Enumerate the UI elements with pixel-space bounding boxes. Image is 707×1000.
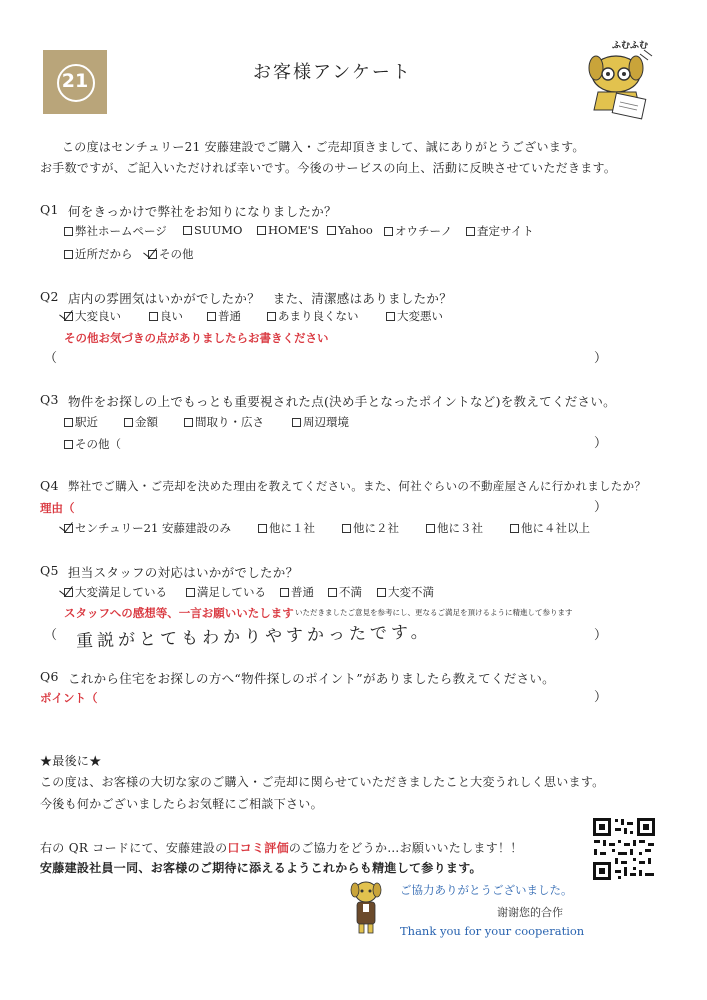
- q3-option-station[interactable]: 駅近: [64, 414, 98, 430]
- q5-option-normal[interactable]: 普通: [280, 584, 314, 600]
- thanks-zh: 谢谢您的合作: [497, 906, 563, 919]
- q2-paren-open: （: [44, 351, 58, 366]
- intro-line-1: この度はセンチュリー21 安藤建設でご購入・ご売却頂きまして、誠にありがとうございます。: [62, 140, 585, 154]
- q2-option-not-good[interactable]: あまり良くない: [267, 308, 359, 324]
- checkbox[interactable]: [257, 226, 266, 235]
- closing-line-1: この度は、お客様の大切な家のご購入・ご売却に関らせていただきましたこと大変うれしく思います。: [40, 775, 605, 789]
- page-title: お客様アンケート: [253, 62, 412, 83]
- q3-option-environment[interactable]: 周辺環境: [292, 414, 349, 430]
- q2-option-normal[interactable]: 普通: [207, 308, 241, 324]
- checkbox[interactable]: [64, 227, 73, 236]
- closing-qr-line: 右の QR コードにて、安藤建設の口コミ評価のご協力をどうか…お願いいたします！！: [40, 841, 523, 855]
- q2-paren-close: ）: [594, 351, 608, 366]
- q3-option-other[interactable]: その他（: [64, 436, 121, 452]
- q6-paren-close: ）: [594, 690, 608, 705]
- q5-option-satisfied[interactable]: 満足している: [186, 584, 266, 600]
- checkbox[interactable]: [258, 524, 267, 533]
- checkbox[interactable]: [327, 226, 336, 235]
- closing-line-2: 今後も何かございましたらお気軽にご相談下さい。: [40, 797, 323, 811]
- checkbox[interactable]: [149, 312, 158, 321]
- checkbox[interactable]: [426, 524, 435, 533]
- q2-text: 店内の雰囲気はいかがでしたか？ また、清潔感はありましたか？: [68, 291, 453, 306]
- q5-option-very-satisfied[interactable]: 大変満足している: [64, 584, 167, 600]
- checkbox[interactable]: [466, 227, 475, 236]
- q1-option-kinjo[interactable]: 近所だから: [64, 246, 133, 262]
- checkbox[interactable]: [386, 312, 395, 321]
- q5-text: 担当スタッフの対応はいかがでしたか？: [68, 565, 299, 580]
- review-highlight: 口コミ評価: [227, 841, 289, 855]
- checkbox-checked[interactable]: [64, 312, 73, 321]
- checkbox[interactable]: [64, 440, 73, 449]
- q4-option-only-ando[interactable]: センチュリー21 安藤建設のみ: [64, 520, 231, 536]
- q1-label: Q1: [40, 202, 59, 217]
- q1-option-yahoo[interactable]: Yahoo: [327, 223, 373, 237]
- checkbox[interactable]: [267, 312, 276, 321]
- reading-dog-icon: [578, 46, 668, 126]
- checkbox[interactable]: [186, 588, 195, 597]
- q4-option-4plus[interactable]: 他に４社以上: [510, 520, 590, 536]
- checkbox-checked[interactable]: [148, 250, 157, 259]
- q3-paren-close: ）: [594, 436, 608, 451]
- q6-point-label: ポイント（: [40, 691, 98, 705]
- q1-option-homepage[interactable]: 弊社ホームページ: [64, 223, 167, 239]
- q5-option-very-dissatisfied[interactable]: 大変不満: [377, 584, 434, 600]
- q5-comment-prompt: スタッフへの感想等、一言お願いいたします: [64, 606, 294, 620]
- checkbox[interactable]: [510, 524, 519, 533]
- checkbox[interactable]: [183, 226, 192, 235]
- q4-option-2[interactable]: 他に２社: [342, 520, 399, 536]
- checkbox[interactable]: [328, 588, 337, 597]
- checkbox[interactable]: [384, 227, 393, 236]
- q4-label: Q4: [40, 478, 59, 493]
- q3-label: Q3: [40, 392, 59, 407]
- thanks-ja: ご協力ありがとうございました。: [400, 883, 573, 897]
- q3-text: 物件をお探しの上でもっとも重要視された点(決め手となったポイントなど)を教えてください。: [68, 394, 616, 409]
- checkbox[interactable]: [124, 418, 133, 427]
- checkbox[interactable]: [64, 250, 73, 259]
- checkbox-checked[interactable]: [64, 588, 73, 597]
- q2-option-very-bad[interactable]: 大変悪い: [386, 308, 443, 324]
- checkbox[interactable]: [64, 418, 73, 427]
- q1-option-satei[interactable]: 査定サイト: [466, 223, 534, 239]
- q5-handwritten-answer: 重説がとてもわかりやすかったです。: [75, 622, 432, 652]
- logo-text: 21: [61, 70, 89, 92]
- checkbox[interactable]: [342, 524, 351, 533]
- q6-text: これから住宅をお探しの方へ“物件探しのポイント”がありましたら教えてください。: [68, 671, 555, 686]
- q5-label: Q5: [40, 563, 59, 578]
- q4-option-3[interactable]: 他に３社: [426, 520, 483, 536]
- q5-paren-close: ）: [594, 628, 608, 643]
- closing-line-4: 安藤建設社員一同、お客様のご期待に添えるようこれからも精進して参ります。: [40, 861, 482, 875]
- qr-code[interactable]: [591, 816, 657, 882]
- checkbox[interactable]: [184, 418, 193, 427]
- thanks-en: Thank you for your cooperation: [400, 924, 585, 938]
- q4-reason-label: 理由（: [40, 501, 75, 515]
- logo: [43, 50, 107, 114]
- q4-paren-close: ）: [594, 500, 608, 515]
- q2-comment-prompt: その他お気づきの点がありましたらお書きください: [64, 331, 329, 345]
- q5-comment-note: いただきましたご意見を参考にし、更なるご満足を頂けるように精進して参ります: [295, 608, 573, 617]
- mascot-bottom-icon: [346, 878, 386, 936]
- mascot-caption: ふむふむ: [612, 41, 649, 51]
- q6-label: Q6: [40, 669, 59, 684]
- q3-option-price[interactable]: 金額: [124, 414, 158, 430]
- q4-option-1[interactable]: 他に１社: [258, 520, 315, 536]
- checkbox[interactable]: [377, 588, 386, 597]
- q2-option-good[interactable]: 良い: [149, 308, 183, 324]
- intro-line-2: お手数ですが、ご記入いただければ幸いです。今後のサービスの向上、活動に反映させていただきます。: [40, 161, 617, 175]
- q2-label: Q2: [40, 289, 59, 304]
- checkbox[interactable]: [280, 588, 289, 597]
- q1-option-other[interactable]: その他: [148, 246, 194, 262]
- q1-option-suumo[interactable]: SUUMO: [183, 223, 242, 237]
- checkbox[interactable]: [207, 312, 216, 321]
- mascot-top: [578, 38, 668, 118]
- q2-option-very-good[interactable]: 大変良い: [64, 308, 121, 324]
- q1-option-homes[interactable]: HOME'S: [257, 223, 319, 237]
- q5-paren-open: （: [44, 628, 58, 643]
- checkbox[interactable]: [292, 418, 301, 427]
- closing-heading: ★最後に★: [40, 754, 102, 768]
- q3-option-layout[interactable]: 間取り・広さ: [184, 414, 264, 430]
- checkbox-checked[interactable]: [64, 524, 73, 533]
- q1-option-ouchino[interactable]: オウチーノ: [384, 223, 452, 239]
- q4-text: 弊社でご購入・ご売却を決めた理由を教えてください。また、何社ぐらいの不動産屋さんに行かれましたか？: [68, 479, 647, 493]
- q5-option-dissatisfied[interactable]: 不満: [328, 584, 362, 600]
- q1-text: 何をきっかけで弊社をお知りになりましたか？: [68, 204, 337, 219]
